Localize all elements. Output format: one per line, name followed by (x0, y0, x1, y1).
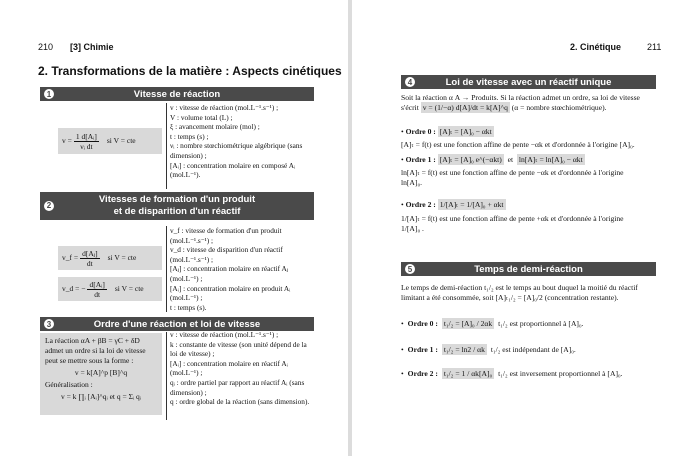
sec5-order1-formula: t₁/₂ = ln2 / αk (443, 345, 485, 354)
sec5-intro: Le temps de demi-réaction t₁/₂ est le temps au bout duquel la moitié du réactif limitant a été consommée, soit [A]ₜ₁/₂ = [A]₀/2 (concentration restante). (401, 283, 638, 303)
left-page (0, 0, 348, 456)
sec2-title-line1: Vitesses de formation d'un produit (98, 194, 256, 205)
sec2-number: 2 (44, 201, 54, 211)
left-page-number: 210 (38, 42, 54, 52)
right-chapter-header: 2. Cinétique (570, 42, 622, 52)
sec4-order2: • Ordre 2 : 1/[A]ₜ = 1/[A]₀ + αkt 1/[A]ₜ = f(t) est une fonction affine de pente +αk et d'ordonnée à l'origine 1/[A]₀ . (401, 200, 624, 234)
sec1-title: Vitesse de réaction (133, 88, 221, 100)
sec1-formula-lhs: v = (62, 136, 72, 145)
sec4-title: Loi de vitesse avec un réactif unique (445, 76, 612, 88)
section-title: 2. Transformations de la matière : Aspects cinétiques (38, 64, 342, 78)
sec4-order1-log-formula: ln[A]ₜ = ln[A]₀ − αkt (518, 155, 583, 164)
sec1-description: v : vitesse de réaction (mol.L⁻¹.s⁻¹) ; V : volume total (L) ; ξ : avancement molaire (mol) ; t : temps (s) ; νᵢ : nombre stœchiométrique algébrique (sans dimension) ; [Aᵢ] : concentration molaire en composé Aᵢ (mol.L⁻¹). (170, 103, 303, 180)
left-chapter-header: [3] Chimie (70, 42, 114, 52)
sec4-intro: Soit la réaction α A → Produits. Si la réaction admet un ordre, sa loi de vitesse s'écrit v = (1/−α) d[A]/dt = k[A]^q (α = nombre stœchiométrique). (401, 93, 640, 113)
sec4-title-bar (401, 75, 656, 89)
sec4-order1-formula: [A]ₜ = [A]₀ e^(−αkt) (439, 155, 502, 164)
right-page-number: 211 (647, 42, 662, 52)
sec3-divider (166, 332, 167, 420)
sec3-title: Ordre d'une réaction et loi de vitesse (93, 318, 261, 330)
sec2-title-bar (40, 192, 314, 220)
sec2-title-line2: et de disparition d'un réactif (113, 206, 241, 217)
sec3-generalised-law: v = k ∏ᵢ [Aᵢ]^qᵢ et q = Σᵢ qᵢ (60, 392, 142, 401)
sec4-order0: • Ordre 0 : [A]ₜ = [A]₀ − αkt [A]ₜ = f(t) est une fonction affine de pente −αk et d'ordonnée à l'origine [A]₀. (401, 127, 635, 150)
sec3-rate-law: v = k[A]^p [B]^q (74, 368, 128, 377)
sec1-fraction: $\frac{\text{1 d[Aᵢ]}}{\text{νᵢ dt}}$ (75, 131, 97, 151)
sec5-order0-formula: t₁/₂ = [A]₀ / 2αk (443, 319, 493, 328)
sec2-divider (166, 226, 167, 312)
sec3-description: v : vitesse de réaction (mol.L⁻¹.s⁻¹) ; k : constante de vitesse (son unité dépend de la loi de vitesse) ; [Aᵢ] : concentration molaire en réactif Aᵢ (mol.L⁻¹) ; qᵢ : ordre partiel par rapport au réactif Aᵢ (sans dimension) ; q : ordre global de la réaction (sans dimension). (170, 330, 310, 407)
sec4-number: 4 (405, 77, 415, 87)
sec1-condition: si V = cte (106, 136, 136, 145)
sec5-order2: • Ordre 2 : t₁/₂ = 1 / αk[A]₀ t₁/₂ est inversement proportionnel à [A]₀. (401, 369, 623, 378)
sec5-order2-formula: t₁/₂ = 1 / αk[A]₀ (443, 369, 493, 378)
sec4-order1: • Ordre 1 : [A]ₜ = [A]₀ e^(−αkt) et ln[A]ₜ = ln[A]₀ − αkt ln[A]ₜ = f(t) est une fonction affine de pente −αk et d'ordonnée à l'origine ln[A]₀. (401, 155, 624, 188)
sec5-title-bar (401, 262, 656, 276)
sec1-divider (166, 103, 167, 189)
sec3-definition-box: La réaction αA + βB = γC + δD admet un ordre si la loi de vitesse peut se mettre sous la forme : v = k[A]^p [B]^q Généralisation : v = k ∏ᵢ [Aᵢ]^qᵢ et q = Σᵢ qᵢ (40, 333, 162, 415)
sec1-formula-box (58, 128, 162, 154)
sec2-description: v_f : vitesse de formation d'un produit (mol.L⁻¹.s⁻¹) ; v_d : vitesse de disparition d'un réactif (mol.L⁻¹.s⁻¹) ; [Aⱼ] : concentration molaire en réactif Aⱼ (mol.L⁻¹) ; [Aᵢ] : concentration molaire en produit Aᵢ (mol.L⁻¹) ; t : temps (s). (170, 226, 291, 312)
sec5-order0: • Ordre 0 : t₁/₂ = [A]₀ / 2αk t₁/₂ est proportionnel à [A]₀. (401, 319, 584, 328)
sec2-formula-vd: v_d = − $\frac{\text{d[Aᵢ]}}{dt}$ si V = cte (58, 277, 162, 301)
sec3-number: 3 (44, 319, 54, 329)
sec1-title-bar (40, 87, 314, 101)
right-page (352, 0, 700, 456)
sec4-rate-law: v = (1/−α) d[A]/dt = k[A]^q (422, 103, 508, 113)
sec4-order2-formula: 1/[A]ₜ = 1/[A]₀ + αkt (439, 200, 504, 209)
sec5-title: Temps de demi-réaction (474, 263, 583, 275)
sec3-title-bar (40, 317, 314, 331)
sec5-number: 5 (405, 264, 415, 274)
sec1-number: 1 (44, 89, 54, 99)
sec4-order0-formula: [A]ₜ = [A]₀ − αkt (439, 127, 492, 136)
sec5-order1: • Ordre 1 : t₁/₂ = ln2 / αk t₁/₂ est indépendant de [A]₀. (401, 345, 576, 354)
sec2-formula-vf: v_f = $\frac{\text{d[Aⱼ]}}{dt}$ si V = cte (58, 246, 162, 270)
